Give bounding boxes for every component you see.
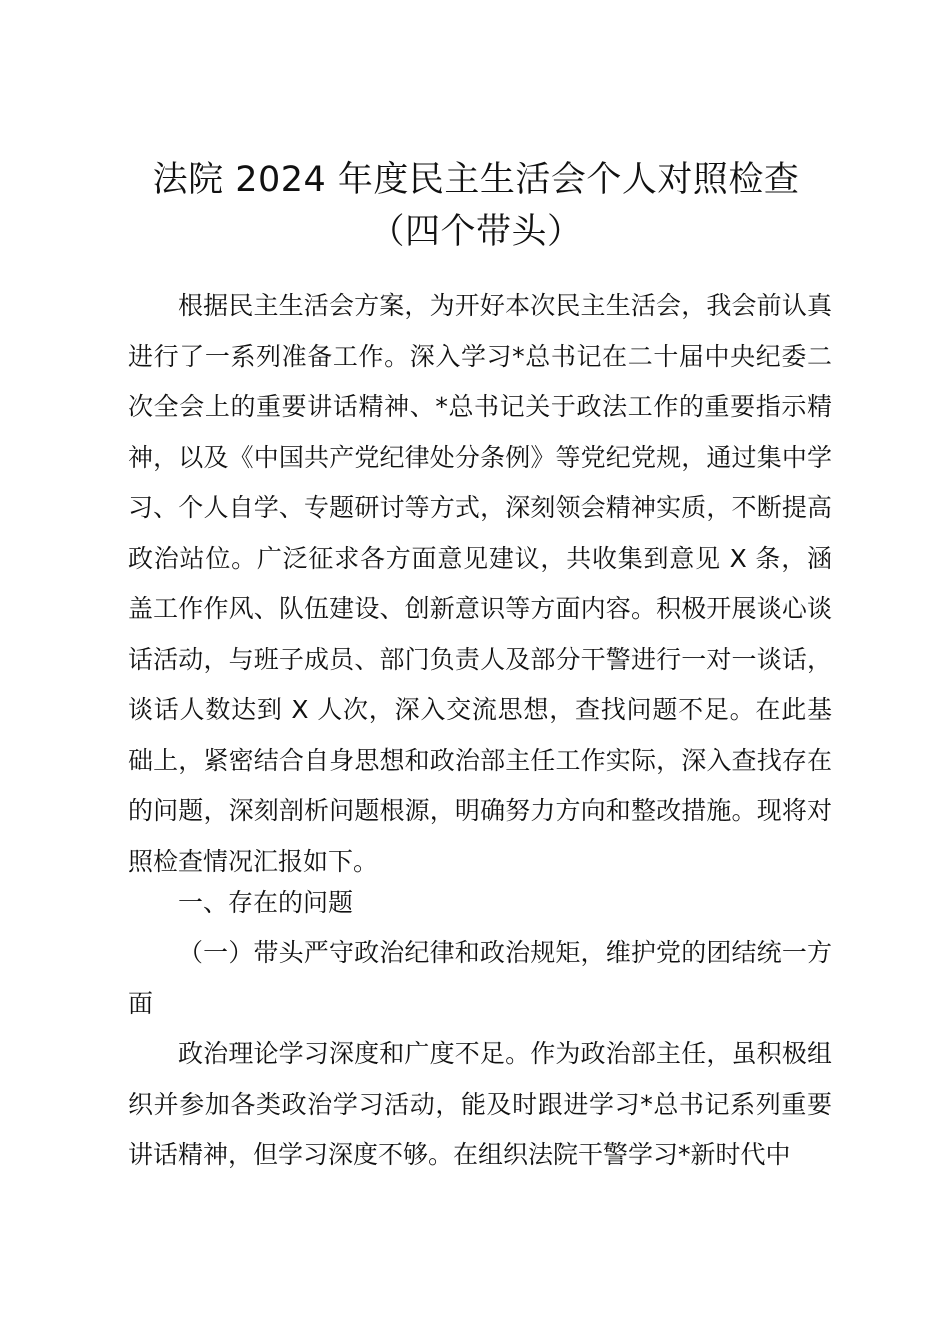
subsection-heading: （一）带头严守政治纪律和政治规矩，维护党的团结统一方面 <box>128 938 832 1018</box>
section-heading: 一、存在的问题 <box>178 888 354 917</box>
subsection-paragraph: 政治理论学习深度和广度不足。作为政治部主任，虽积极组织并参加各类政治学习活动，能及时跟进学习*总书记系列重要讲话精神，但学习深度不够。在组织法院干警学习*新时代中 <box>128 1039 832 1169</box>
document-title: 法院 2024 年度民主生活会个人对照检查（四个带头） <box>152 160 800 252</box>
intro-paragraph: 根据民主生活会方案，为开好本次民主生活会，我会前认真进行了一系列准备工作。深入学习*总书记在二十届中央纪委二次全会上的重要讲话精神、*总书记关于政法工作的重要指示精神，以及《中国共产党纪律处分条例》等党纪党规，通过集中学习、个人自学、专题研讨等方式，深刻领会精神实质，不断提高政治站位。广泛征求各方面意见建议，共收集到意见 X 条，涵盖工作作风、队伍建设、创新意识等方面内容。积极开展谈心谈话活动，与班子成员、部门负责人及部分干警进行一对一谈话，谈话人数达到 X 人次，深入交流思想，查找问题不足。在此基础上，紧密结合自身思想和政治部主任工作实际，深入查找存在的问题，深刻剖析问题根源，明确努力方向和整改措施。现将对照检查情况汇报如下。 <box>128 291 832 876</box>
